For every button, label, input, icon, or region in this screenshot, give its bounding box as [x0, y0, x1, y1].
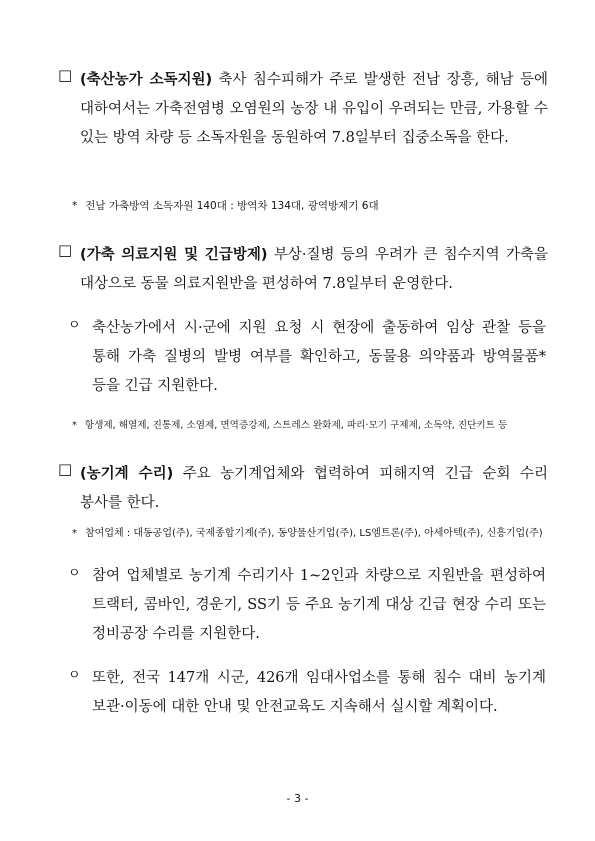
section-heading: (축산농가 소독지원)	[80, 72, 213, 88]
note-asterisk: *	[72, 528, 77, 539]
section-livestock-disinfection	[58, 66, 548, 153]
note-text: 참여업체 : 대동공업(주), 국제종합기계(주), 동양물산기업(주), LS엠트론(주), 아세아텍(주), 신흥기업(주)	[85, 528, 543, 539]
sub-item-clinical-observation	[68, 314, 546, 401]
square-bullet-icon: □	[58, 241, 73, 259]
footnote-participating-companies	[72, 526, 542, 542]
square-bullet-icon: □	[58, 66, 73, 84]
sub-item-text: 축산농가에서 시·군에 지원 요청 시 현장에 출동하여 임상 관찰 등을 통해 가축 질병의 발병 여부를 확인하고, 동물용 의약품과 방역물품* 등을 긴급 지원한다.	[92, 320, 546, 394]
square-bullet-icon: □	[58, 460, 73, 478]
footnote-disinfection-resources	[72, 198, 542, 214]
section-paragraph	[80, 241, 548, 299]
sub-item-repair-teams	[68, 562, 546, 649]
section-paragraph	[80, 66, 548, 153]
note-text: 항생제, 해열제, 진통제, 소염제, 면역증강제, 스트레스 완화제, 파리·모기 구제제, 소독약, 진단키트 등	[84, 420, 508, 431]
note-asterisk: *	[72, 420, 77, 431]
sub-item-safety-education	[68, 664, 546, 722]
footnote-quarantine-supplies	[72, 418, 542, 434]
section-body: 축사 침수피해가 주로 발생한 전남 장흥, 해남 등에 대하여서는 가축전염병 오염원의 농장 내 유입이 우려되는 만큼, 가용할 수 있는 방역 차량 등 소독자원을 동원하여 7.8일부터 집중소독을 한다.	[80, 72, 548, 146]
circle-bullet-icon: ㅇ	[68, 318, 81, 333]
section-body: 주요 농기계업체와 협력하여 피해지역 긴급 순회 수리 봉사를 한다.	[80, 466, 548, 511]
section-medical-support	[58, 241, 548, 299]
circle-bullet-icon: ㅇ	[68, 668, 81, 683]
note-asterisk: *	[72, 200, 78, 212]
section-body: 부상·질병 등의 우려가 큰 침수지역 가축을 대상으로 동물 의료지원반을 편성하여 7.8일부터 운영한다.	[80, 247, 548, 292]
section-paragraph	[80, 460, 548, 518]
sub-item-text: 참여 업체별로 농기계 수리기사 1~2인과 차량으로 지원반을 편성하여 트랙터, 콤바인, 경운기, SS기 등 주요 농기계 대상 긴급 현장 수리 또는 정비공장 수리를 지원한다.	[92, 568, 546, 642]
section-machinery-repair	[58, 460, 548, 518]
section-heading: (가축 의료지원 및 긴급방제)	[80, 247, 268, 263]
note-text: 전남 가축방역 소독자원 140대 : 방역차 134대, 광역방제기 6대	[85, 200, 379, 212]
sub-item-text: 또한, 전국 147개 시군, 426개 임대사업소를 통해 침수 대비 농기계 보관·이동에 대한 안내 및 안전교육도 지속해서 실시할 계획이다.	[92, 670, 546, 715]
circle-bullet-icon: ㅇ	[68, 566, 81, 581]
section-heading: (농기계 수리)	[80, 466, 174, 482]
page-number: - 3 -	[286, 792, 309, 805]
